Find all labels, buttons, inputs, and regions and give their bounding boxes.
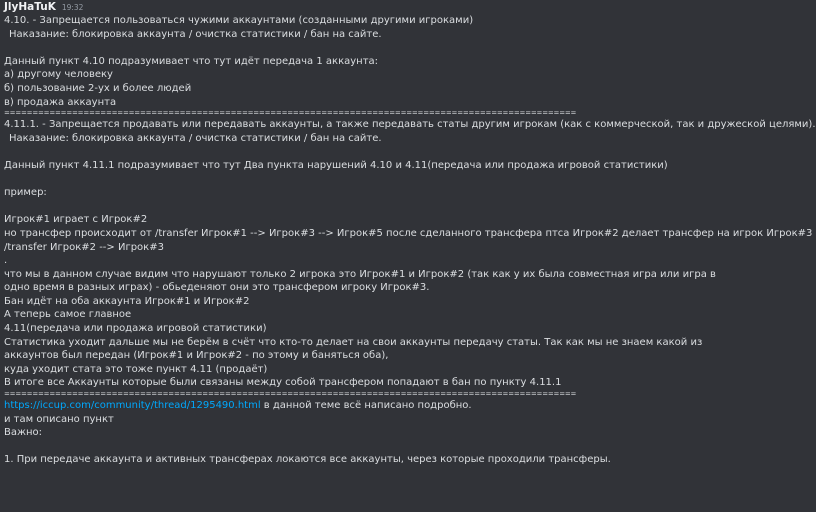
message-line: . <box>4 255 8 267</box>
message-line: Игрок#1 играет с Игрок#2 <box>4 214 148 226</box>
blank-line <box>4 145 716 159</box>
message-line: Наказание: блокировка аккаунта / очистка статистики / бан на сайте. <box>9 132 382 144</box>
message-line: что мы в данном случае видим что нарушают только 2 игрока это Игрок#1 и Игрок#2 (так как у их была совместная игра или игра в одно время в разных играх) - обьеденяют они это трансфером игроку Игрок#3. <box>4 268 716 294</box>
message-timestamp: 19:32 <box>61 3 84 12</box>
message-line: но трансфер происходит от /transfer Игрок#1 --> Игрок#3 --> Игрок#5 после сделанного трансфера птса Игрок#2 делает трансфер на игрок Игрок#3 <box>4 227 813 239</box>
message-line: В итоге все Аккаунты которые были связаны между собой трансфером попадают в бан по пункту 4.11.1 <box>4 377 562 389</box>
message-line: /transfer Игрок#2 --> Игрок#3 <box>4 241 164 253</box>
message-line: куда уходит стата это тоже пункт 4.11 (продаёт) <box>4 363 268 375</box>
thread-link[interactable]: https://iccup.com/community/thread/1295490.html <box>4 400 261 412</box>
message-line: пример: <box>4 187 47 199</box>
message-line: б) пользование 2-ух и более людей <box>4 82 192 94</box>
message-line: 4.11(передача или продажа игровой статистики) <box>4 323 267 335</box>
message-line: Бан идёт на оба аккаунта Игрок#1 и Игрок#2 <box>4 295 250 307</box>
message-line <box>4 399 716 413</box>
blank-line <box>4 41 716 55</box>
blank-line <box>4 173 716 187</box>
message-line: Данный пункт 4.10 подразумивает что тут идёт передача 1 аккаунта: <box>4 55 379 67</box>
message-line: Данный пункт 4.11.1 подразумивает что тут Два пункта нарушений 4.10 и 4.11(передача или продажа игровой статистики) <box>4 159 668 171</box>
message-line: 4.10. - Запрещается пользоваться чужими аккаунтами (созданными другими игроками) <box>4 15 474 26</box>
message-line: Статистика уходит дальше мы не берём в счёт что кто-то делает на свои аккаунты передачу статы. Так как мы не знаем какой из аккаунтов был передан (Игрок#1 и Игрок#2 - по этому и баняться оба), <box>4 336 703 362</box>
message-line: в) продажа аккаунта <box>4 96 117 108</box>
separator-line: ===================================================================================================== <box>4 109 577 118</box>
message-line: 4.11.1. - Запрещается продавать или передавать аккаунты, а также передавать статы другим игрокам (как с коммерческой, так и дружеской целями). <box>4 119 816 131</box>
message-line: а) другому человеку <box>4 69 113 81</box>
message-line: Важно: <box>4 427 43 439</box>
blank-line <box>4 200 716 214</box>
author-name[interactable]: JlyHaTuK <box>4 1 56 13</box>
message-line: и там описано пункт <box>4 413 114 425</box>
separator-line: ===================================================================================================== <box>4 390 577 399</box>
link-suffix-text: в данной теме всё написано подробно. <box>260 400 472 412</box>
message-content <box>4 14 816 467</box>
blank-line <box>4 440 716 454</box>
message-line: А теперь самое главное <box>4 309 132 321</box>
message-header <box>4 1 83 14</box>
message-line: Наказание: блокировка аккаунта / очистка статистики / бан на сайте. <box>9 28 382 40</box>
message-line: 1. При передаче аккаунта и активных трансферах локаются все аккаунты, через которые проходили трансферы. <box>4 454 611 466</box>
